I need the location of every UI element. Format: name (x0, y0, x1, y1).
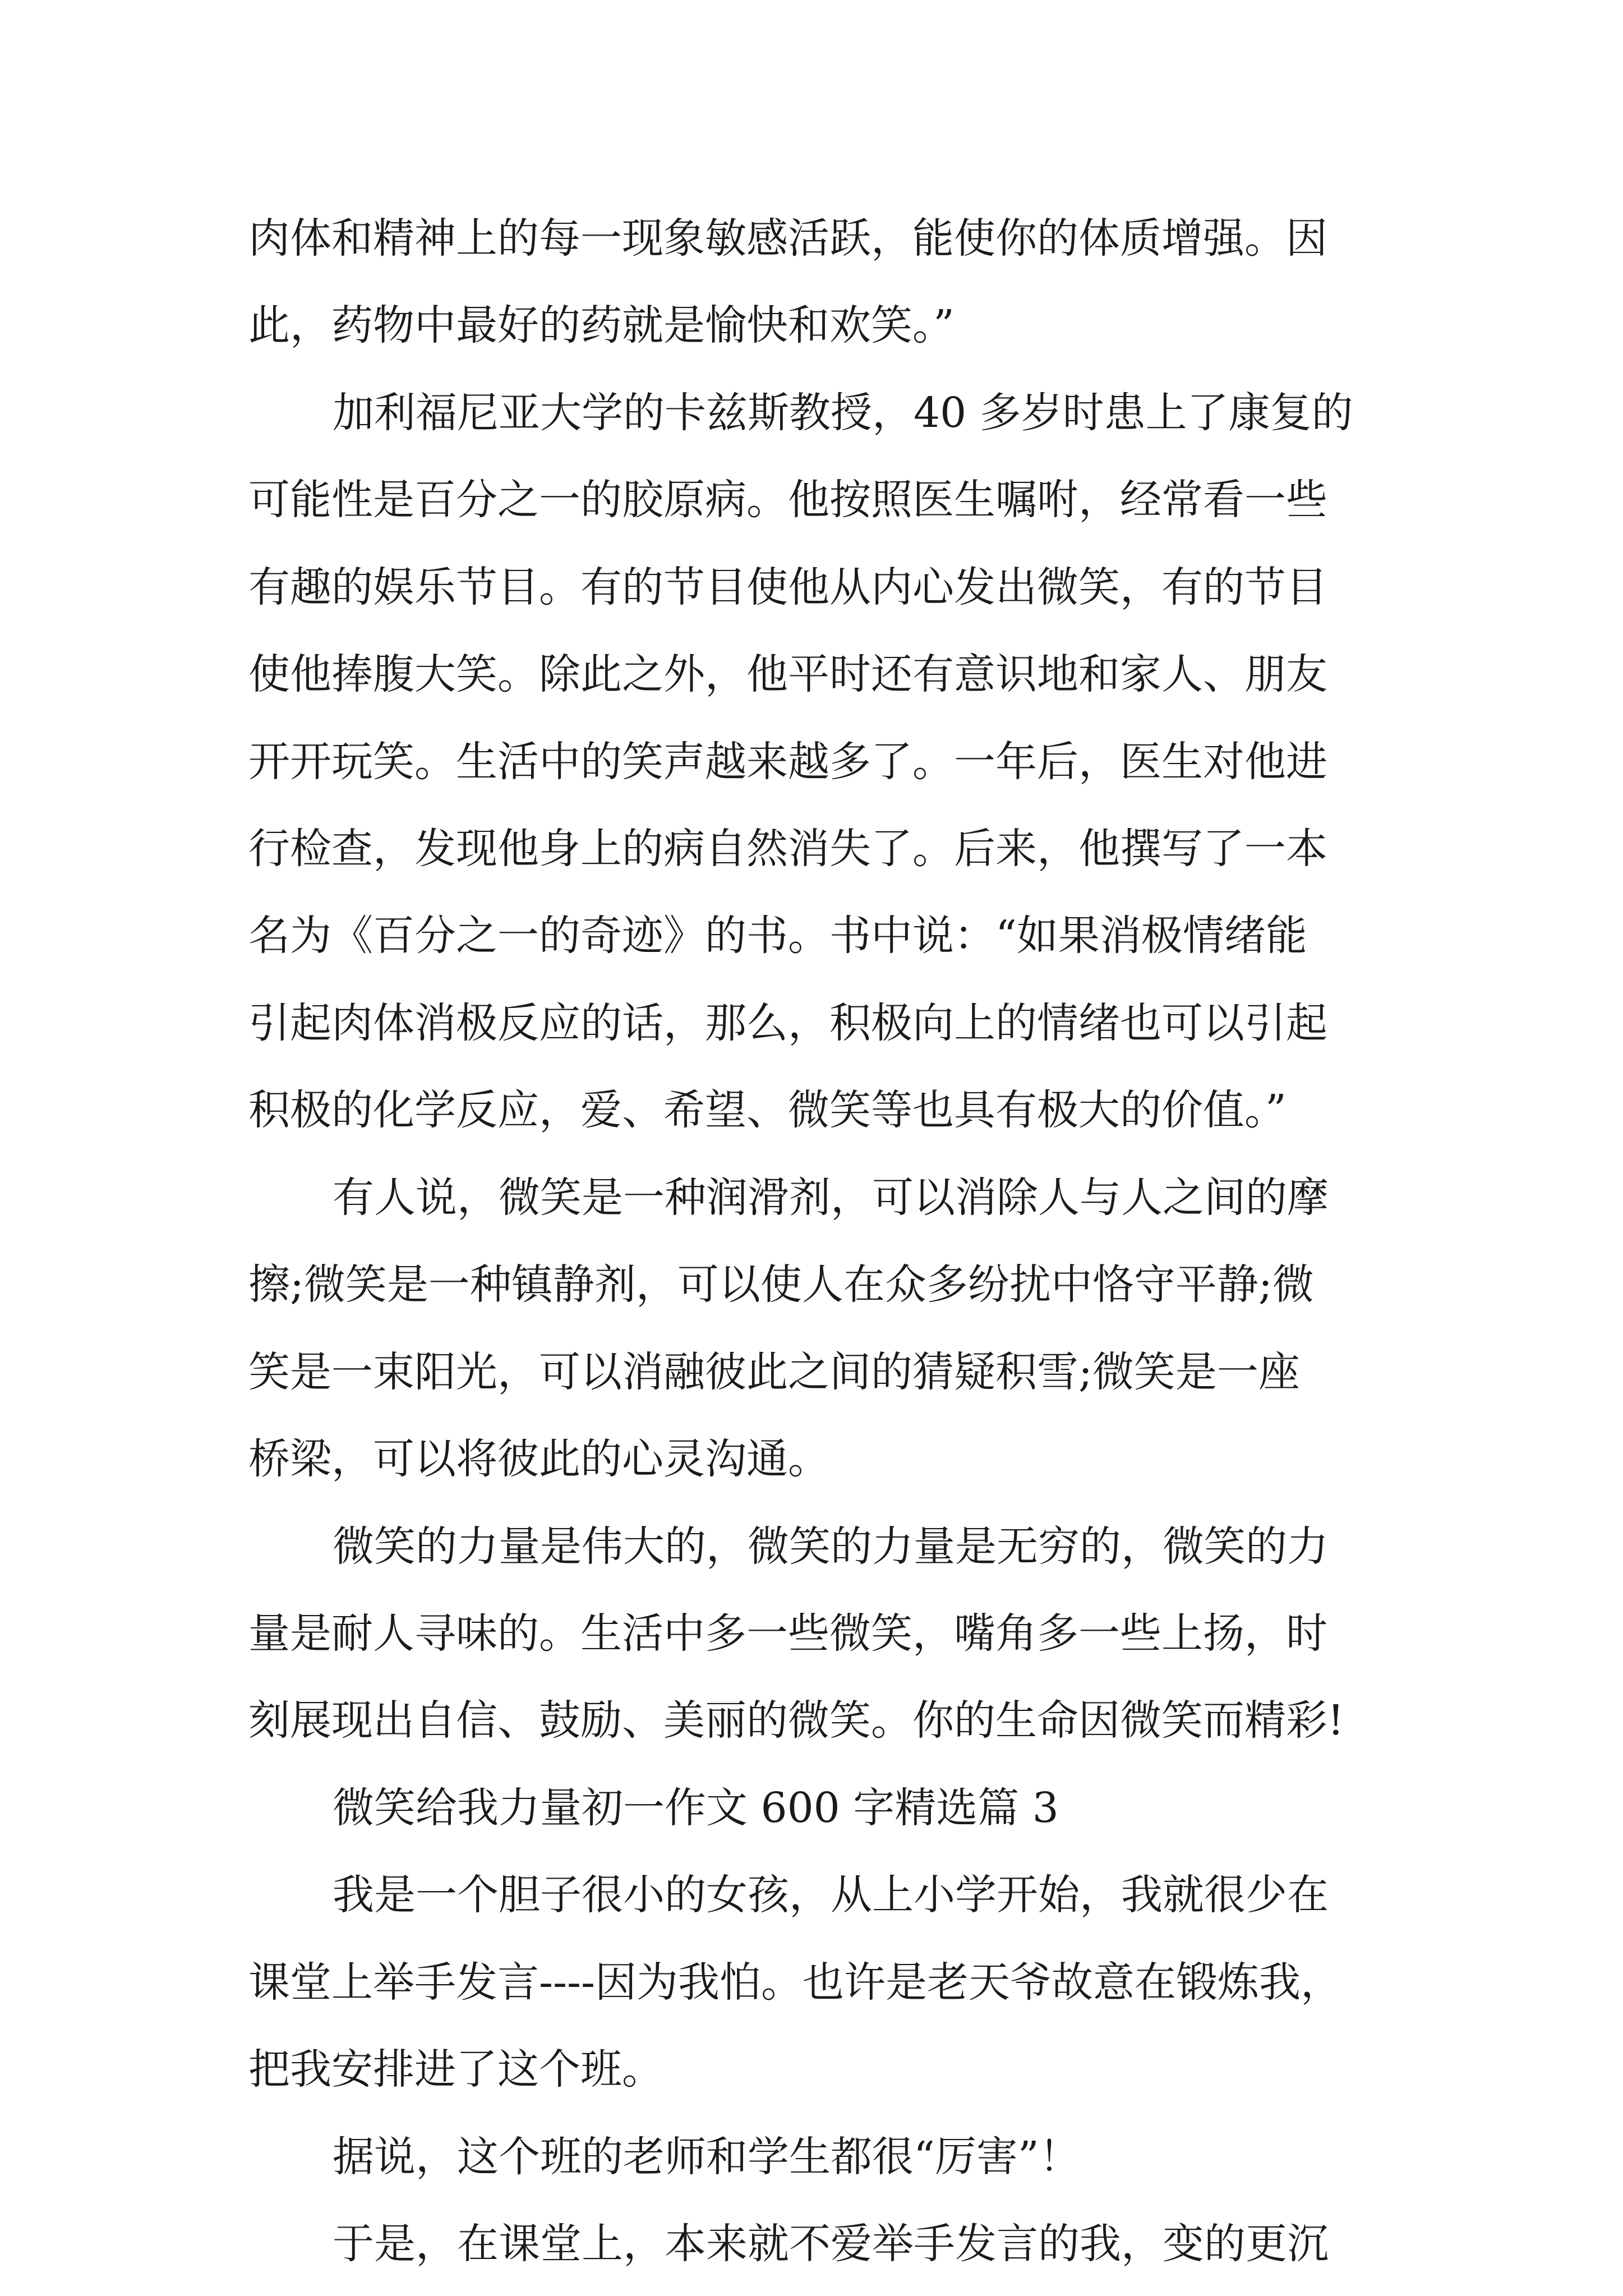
paragraph-start-line: 据说，这个班的老师和学生都很“厉害”！ (333, 2133, 1081, 2181)
text-line: 有趣的娱乐节目。有的节目使他从内心发出微笑，有的节目 (248, 563, 1327, 611)
text-line: 刻展现出自信、鼓励、美丽的微笑。你的生命因微笑而精彩! (248, 1696, 1344, 1745)
text-line: 课堂上举手发言----因为我怕。也许是老天爷故意在锻炼我， (248, 1958, 1343, 2007)
text-line: 开开玩笑。生活中的笑声越来越多了。一年后，医生对他进 (248, 738, 1327, 786)
text-line: 此，药物中最好的药就是愉快和欢笑。” (248, 301, 955, 349)
text-line: 名为《百分之一的奇迹》的书。书中说：“如果消极情绪能 (248, 912, 1307, 960)
paragraph-start-line: 我是一个胆子很小的女孩，从上小学开始，我就很少在 (333, 1871, 1329, 1919)
text-line: 擦;微笑是一种镇静剂，可以使人在众多纷扰中恪守平静;微 (248, 1260, 1314, 1309)
text-line: 把我安排进了这个班。 (248, 2045, 663, 2093)
text-line: 笑是一束阳光，可以消融彼此之间的猜疑积雪;微笑是一座 (248, 1348, 1300, 1396)
text-line: 积极的化学反应，爱、希望、微笑等也具有极大的价值。” (248, 1086, 1287, 1134)
paragraph-start-line: 有人说，微笑是一种润滑剂，可以消除人与人之间的摩 (333, 1174, 1329, 1222)
text-line: 量是耐人寻味的。生活中多一些微笑，嘴角多一些上扬，时 (248, 1609, 1327, 1658)
paragraph-start-line: 加利福尼亚大学的卡兹斯教授，40 多岁时患上了康复的 (333, 389, 1353, 437)
text-line: 桥梁，可以将彼此的心灵沟通。 (248, 1435, 829, 1483)
section-heading: 微笑给我力量初一作文 600 字精选篇 3 (333, 1784, 1059, 1832)
text-line: 肉体和精神上的每一现象敏感活跃，能使你的体质增强。因 (248, 214, 1327, 263)
text-line: 使他捧腹大笑。除此之外，他平时还有意识地和家人、朋友 (248, 650, 1327, 698)
text-line: 引起肉体消极反应的话，那么，积极向上的情绪也可以引起 (248, 999, 1327, 1047)
paragraph-start-line: 微笑的力量是伟大的，微笑的力量是无穷的，微笑的力 (333, 1522, 1329, 1571)
text-line: 可能性是百分之一的胶原病。他按照医生嘱咐，经常看一些 (248, 476, 1327, 524)
paragraph-start-line: 于是，在课堂上，本来就不爱举手发言的我，变的更沉 (333, 2220, 1329, 2268)
text-line: 行检查，发现他身上的病自然消失了。后来，他撰写了一本 (248, 825, 1327, 873)
